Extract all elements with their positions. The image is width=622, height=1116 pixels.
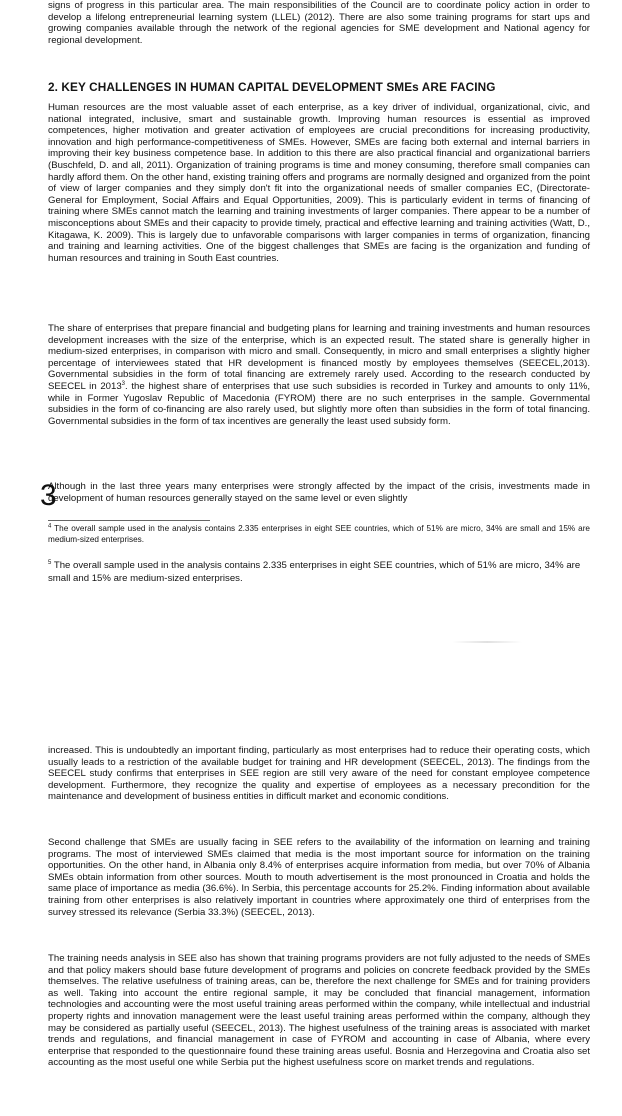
continued-paragraph-2: Second challenge that SMEs are usually facing in SEE refers to the availability of the information on learning and training programs. The most of interviewed SMEs claimed that media is the most important source for information on the training opportunities. On the other hand, in Albania only 8.4% of enterprises acquire information from media, but over 70% of Albania SMEs obtain information from other sources. Mouth to mouth advertisement is the most pronounced in Croatia and holds the same place of importance as media (36.6%). In Serbia, this percentage accounts for 25.2%. Finding information about available training from other enterprises is also relatively important in countries where approximately one third of enterprises from the survey stressed its relevance (Serbia 33.3%) (SEECEL, 2013). [48,837,590,918]
section-paragraph-3-start: Although in the last three years many enterprises were strongly affected by the impact of the crisis, investments made in development of human resources generally stayed on the same level or even slightly [48,481,590,504]
footnote-4 [48,524,590,545]
footnote-reference: 3 [121,380,126,387]
overlay-digit: 3 [40,479,57,512]
intro-paragraph: signs of progress in this particular area. The main responsibilities of the Council are to coordinate policy action in order to develop a lifelong entrepreneurial learning system (LLEL) (2012). There are also some training programs for start ups and growing companies available through the network of the regional agencies for SME development and National agency for regional development. [48,0,590,46]
footnote-5-marker: 5 [48,559,52,566]
paragraph-2-part-b: . the highest share of enterprises that use such subsidies is recorded in Turkey and amounts to only 11%, while in Former Yugoslav Republic of Macedonia (FYROM) there are no such enterprises in the sample. Governmental subsidies in the form of co-financing are also rarely used, but slightly more often than subsidies in the form of total financing. Governmental subsidies in the form of tax incentives are generally the least used subsidy form. [48,380,590,427]
footnote-5-text: The overall sample used in the analysis contains 2.335 enterprises in eight SEE countries, which of 51% are micro, 34% are small and 15% are medium-sized enterprises. [48,560,581,584]
footnote-rule [48,520,210,521]
continued-paragraph-3-block [48,953,590,1069]
section-paragraph-1: Human resources are the most valuable asset of each enterprise, as a key driver of individual, organizational, civic, and national integrated, inclusive, smart and sustainable growth. Improving human resources is essential as improved competences, higher motivation and greater activation of employees are crucial preconditions for increasing productivity, innovation and high performance-competitiveness of SMEs. However, SMEs are facing both external and internal barriers in improving their key business competence base. In addition to this there are also practical financial and organizational barriers (Buschfeld, D. and all, 2011). Organization of training programs is time and money consuming, therefore small companies can hardly afford them. On the other hand, existing training offers and programs are normally designed and organized from the point of view of larger companies and they simply don't fit into the organizational needs of smaller companies EC, (Directorate-General for Employment, Social Affairs and Equal Opportunities, 2009). This is particularly evident in terms of financing of training where SMEs cannot match the learning and training investments of larger companies. There appear to be a number of misconceptions about SMEs and their capacity to provide timely, practical and effective learning and training activities (Watt, D., Kitagawa, K. 2009). This is largely due to unfavorable comparisons with larger companies in terms of organization, financing and training and learning activities. One of the biggest challenges that SMEs are facing is the organization and funding of human resources and training in South East countries. [48,102,591,264]
section-heading: 2. KEY CHALLENGES IN HUMAN CAPITAL DEVELOPMENT SMEs ARE FACING [48,80,496,94]
section-paragraph-1-block [48,102,590,264]
paragraph-2-part-a: The share of enterprises that prepare financial and budgeting plans for learning and training investments and human resources development increases with the size of the enterprise, which is an expected result. The stated share is generally higher in medium-sized enterprises, in comparison with micro and small. Consequently, in micro and small enterprises a slightly higher percentage of interviewees stated that HR development is financed mostly by employees themselves (SEECEL,2013). Governmental subsidies in the form of total financing are extremely rarely used. According to the research conducted by SEECEL in 2013 [48,323,590,392]
scan-smudge [452,641,522,643]
footnote-5 [48,559,590,585]
section-paragraph-3-block [48,481,590,504]
footnote-4-marker: 4 [48,523,52,530]
continued-paragraph-2-block [48,837,590,918]
continued-paragraph-3: The training needs analysis in SEE also has shown that training programs providers are not fully adjusted to the needs of SMEs and that policy makers should base future development of programs and policies on concrete feedback provided by the SMEs themselves. The relative usefulness of training areas, can be, therefore the next challenge for SMEs and for training providers as well. Taking into account the entire regional sample, it may be concluded that financial management, information technologies and accounting were the most useful training areas performed within the company, while intellectual and industrial property rights and innovation management were the least useful training areas performed within the company, although they may be considered as partially useful (SEECEL, 2013). The highest usefulness of the training areas is associated with market trends and regulations, and financial management in case of FYROM and accounting in case of Albania, where every enterprise that responded to the questionnaire found these training areas useful. Bosnia and Herzegovina and Croatia also set accounting as the most useful one while Serbia put the highest usefulness score on market trends and regulations. [48,953,590,1069]
footnote-4-text: The overall sample used in the analysis contains 2.335 enterprises in eight SEE countries, which of 51% are micro, 34% are small and 15% are medium-sized enterprises. [48,524,590,544]
continued-paragraph-1-block [48,745,590,803]
section-paragraph-2 [48,323,590,427]
section-paragraph-2-block [48,323,590,427]
section-heading-block [48,80,590,94]
continued-paragraph-1: increased. This is undoubtedly an important finding, particularly as most enterprises had to reduce their operating costs, which usually leads to a restriction of the available budget for training and HR development (SEECEL, 2013). The findings from the SEECEL study confirms that enterprises in SEE region are still very aware of the need for constant employee competence development. Furthermore, they recognize the quality and expertise of employees as a necessary precondition for the maintenance and development of business entities in difficult market and economic conditions. [48,745,590,803]
intro-block [48,0,590,46]
